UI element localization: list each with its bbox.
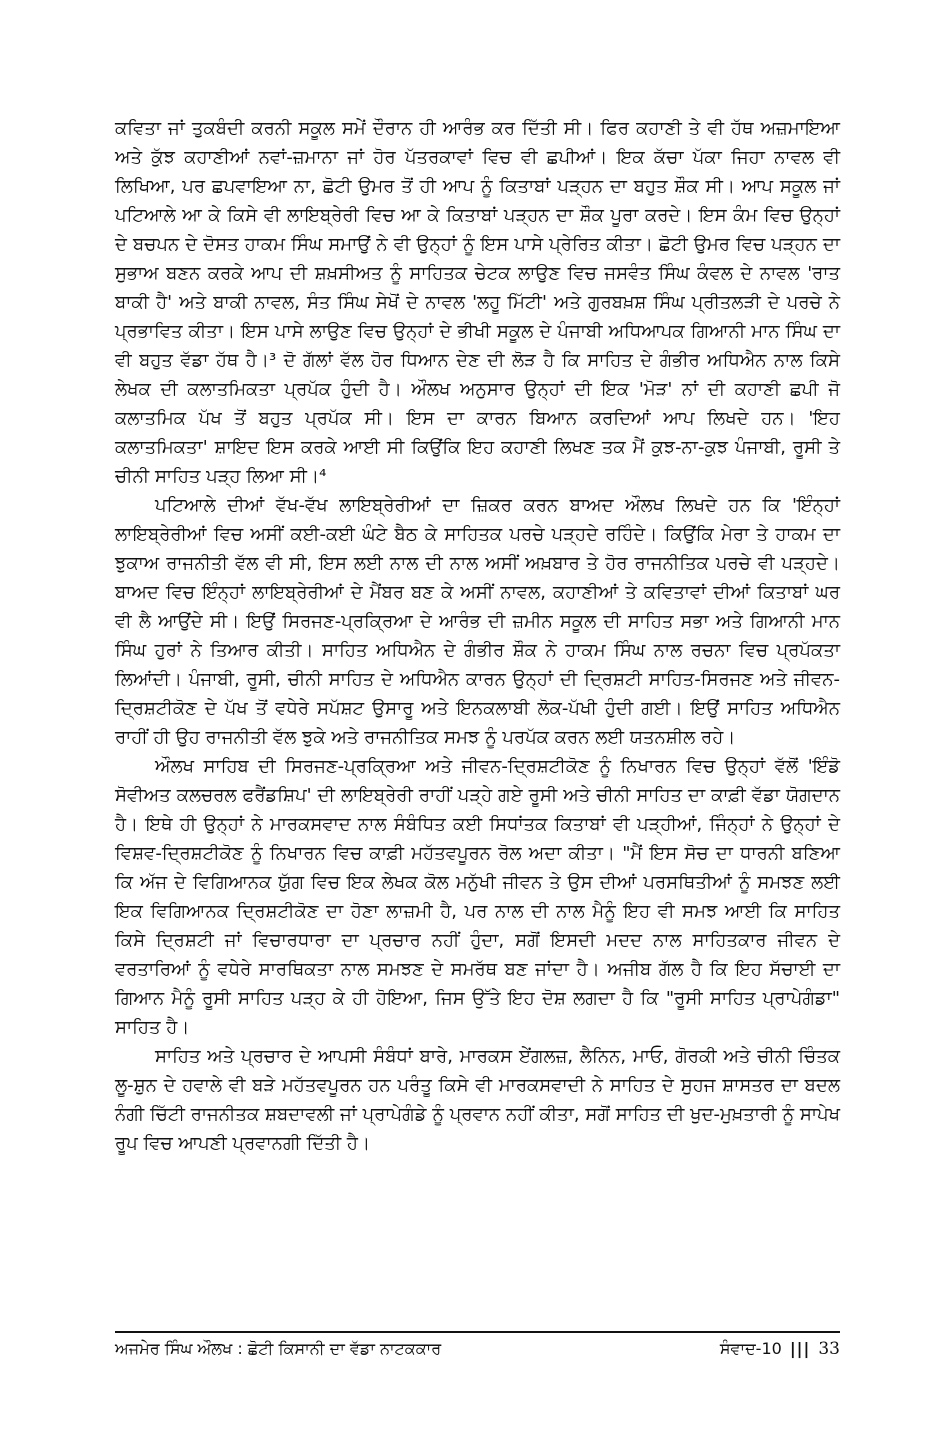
journal-name: ਸੰਵਾਦ-10	[719, 1339, 782, 1358]
paragraph: ਔਲਖ ਸਾਹਿਬ ਦੀ ਸਿਰਜਣ-ਪ੍ਰਕ੍ਰਿਆ ਅਤੇ ਜੀਵਨ-ਦ੍ਰਿਸ਼ਟੀਕੋਣ ਨੂੰ ਨਿਖਾਰਨ ਵਿਚ ਉਨ੍ਹਾਂ ਵੱਲੋਂ 'ਇੰਡੋ ਸੋਵੀਅਤ ਕਲਚਰਲ ਫਰੈਂਡਸ਼ਿਪ' ਦੀ ਲਾਇਬ੍ਰੇਰੀ ਰਾਹੀਂ ਪੜ੍ਹੇ ਗਏ ਰੂਸੀ ਅਤੇ ਚੀਨੀ ਸਾਹਿਤ ਦਾ ਕਾਫ਼ੀ ਵੱਡਾ ਯੋਗਦਾਨ ਹੈ। ਇਥੇ ਹੀ ਉਨ੍ਹਾਂ ਨੇ ਮਾਰਕਸਵਾਦ ਨਾਲ ਸੰਬੰਧਿਤ ਕਈ ਸਿਧਾਂਤਕ ਕਿਤਾਬਾਂ ਵੀ ਪੜ੍ਹੀਆਂ, ਜਿੰਨ੍ਹਾਂ ਨੇ ਉਨ੍ਹਾਂ ਦੇ ਵਿਸ਼ਵ-ਦ੍ਰਿਸ਼ਟੀਕੋਣ ਨੂੰ ਨਿਖਾਰਨ ਵਿਚ ਕਾਫ਼ੀ ਮਹੱਤਵਪੂਰਨ ਰੋਲ ਅਦਾ ਕੀਤਾ। "ਮੈਂ ਇਸ ਸੋਚ ਦਾ ਧਾਰਨੀ ਬਣਿਆ ਕਿ ਅੱਜ ਦੇ ਵਿਗਿਆਨਕ ਯੁੱਗ ਵਿਚ ਇਕ ਲੇਖਕ ਕੋਲ ਮਨੁੱਖੀ ਜੀਵਨ ਤੇ ਉਸ ਦੀਆਂ ਪਰਸਥਿਤੀਆਂ ਨੂੰ ਸਮਝਣ ਲਈ ਇਕ ਵਿਗਿਆਨਕ ਦ੍ਰਿਸ਼ਟੀਕੋਣ ਦਾ ਹੋਣਾ ਲਾਜ਼ਮੀ ਹੈ, ਪਰ ਨਾਲ ਦੀ ਨਾਲ ਮੈਨੂੰ ਇਹ ਵੀ ਸਮਝ ਆਈ ਕਿ ਸਾਹਿਤ ਕਿਸੇ ਦ੍ਰਿਸ਼ਟੀ ਜਾਂ ਵਿਚਾਰਧਾਰਾ ਦਾ ਪ੍ਰਚਾਰ ਨਹੀਂ ਹੁੰਦਾ, ਸਗੋਂ ਇਸਦੀ ਮਦਦ ਨਾਲ ਸਾਹਿਤਕਾਰ ਜੀਵਨ ਦੇ ਵਰਤਾਰਿਆਂ ਨੂੰ ਵਧੇਰੇ ਸਾਰਥਿਕਤਾ ਨਾਲ ਸਮਝਣ ਦੇ ਸਮਰੱਥ ਬਣ ਜਾਂਦਾ ਹੈ। ਅਜੀਬ ਗੱਲ ਹੈ ਕਿ ਇਹ ਸੱਚਾਈ ਦਾ ਗਿਆਨ ਮੈਨੂੰ ਰੂਸੀ ਸਾਹਿਤ ਪੜ੍ਹ ਕੇ ਹੀ ਹੋਇਆ, ਜਿਸ ਉੱਤੇ ਇਹ ਦੋਸ਼ ਲਗਦਾ ਹੈ ਕਿ "ਰੂਸੀ ਸਾਹਿਤ ਪ੍ਰਾਪੇਗੰਡਾ" ਸਾਹਿਤ ਹੈ।	[115, 756, 840, 1038]
footer-right	[720, 1338, 840, 1360]
paragraph: ਸਾਹਿਤ ਅਤੇ ਪ੍ਰਚਾਰ ਦੇ ਆਪਸੀ ਸੰਬੰਧਾਂ ਬਾਰੇ, ਮਾਰਕਸ ਏਂਗਲਜ਼, ਲੈਨਿਨ, ਮਾਓ, ਗੋਰਕੀ ਅਤੇ ਚੀਨੀ ਚਿੰਤਕ ਲੂ-ਸ਼ੁਨ ਦੇ ਹਵਾਲੇ ਵੀ ਬੜੇ ਮਹੱਤਵਪੂਰਨ ਹਨ ਪਰੰਤੂ ਕਿਸੇ ਵੀ ਮਾਰਕਸਵਾਦੀ ਨੇ ਸਾਹਿਤ ਦੇ ਸੁਹਜ ਸ਼ਾਸਤਰ ਦਾ ਬਦਲ ਨੰਗੀ ਚਿੱਟੀ ਰਾਜਨੀਤਕ ਸ਼ਬਦਾਵਲੀ ਜਾਂ ਪ੍ਰਾਪੇਗੰਡੇ ਨੂੰ ਪ੍ਰਵਾਨ ਨਹੀਂ ਕੀਤਾ, ਸਗੋਂ ਸਾਹਿਤ ਦੀ ਖੁਦ-ਮੁਖ਼ਤਾਰੀ ਨੂੰ ਸਾਪੇਖ ਰੂਪ ਵਿਚ ਆਪਣੀ ਪ੍ਰਵਾਨਗੀ ਦਿੱਤੀ ਹੈ।	[115, 1046, 840, 1154]
paragraph: ਪਟਿਆਲੇ ਦੀਆਂ ਵੱਖ-ਵੱਖ ਲਾਇਬ੍ਰੇਰੀਆਂ ਦਾ ਜ਼ਿਕਰ ਕਰਨ ਬਾਅਦ ਔਲਖ ਲਿਖਦੇ ਹਨ ਕਿ 'ਇੰਨ੍ਹਾਂ ਲਾਇਬ੍ਰੇਰੀਆਂ ਵਿਚ ਅਸੀਂ ਕਈ-ਕਈ ਘੰਟੇ ਬੈਠ ਕੇ ਸਾਹਿਤਕ ਪਰਚੇ ਪੜ੍ਹਦੇ ਰਹਿੰਦੇ। ਕਿਉਂਕਿ ਮੇਰਾ ਤੇ ਹਾਕਮ ਦਾ ਝੁਕਾਅ ਰਾਜਨੀਤੀ ਵੱਲ ਵੀ ਸੀ, ਇਸ ਲਈ ਨਾਲ ਦੀ ਨਾਲ ਅਸੀਂ ਅਖ਼ਬਾਰ ਤੇ ਹੋਰ ਰਾਜਨੀਤਿਕ ਪਰਚੇ ਵੀ ਪੜ੍ਹਦੇ। ਬਾਅਦ ਵਿਚ ਇੰਨ੍ਹਾਂ ਲਾਇਬ੍ਰੇਰੀਆਂ ਦੇ ਮੈਂਬਰ ਬਣ ਕੇ ਅਸੀਂ ਨਾਵਲ, ਕਹਾਣੀਆਂ ਤੇ ਕਵਿਤਾਵਾਂ ਦੀਆਂ ਕਿਤਾਬਾਂ ਘਰ ਵੀ ਲੈ ਆਉਂਦੇ ਸੀ। ਇਉਂ ਸਿਰਜਣ-ਪ੍ਰਕ੍ਰਿਆ ਦੇ ਆਰੰਭ ਦੀ ਜ਼ਮੀਨ ਸਕੂਲ ਦੀ ਸਾਹਿਤ ਸਭਾ ਅਤੇ ਗਿਆਨੀ ਮਾਨ ਸਿੰਘ ਹੁਰਾਂ ਨੇ ਤਿਆਰ ਕੀਤੀ। ਸਾਹਿਤ ਅਧਿਐਨ ਦੇ ਗੰਭੀਰ ਸ਼ੌਕ ਨੇ ਹਾਕਮ ਸਿੰਘ ਨਾਲ ਰਚਨਾ ਵਿਚ ਪ੍ਰਪੱਕਤਾ ਲਿਆਂਦੀ। ਪੰਜਾਬੀ, ਰੂਸੀ, ਚੀਨੀ ਸਾਹਿਤ ਦੇ ਅਧਿਐਨ ਕਾਰਨ ਉਨ੍ਹਾਂ ਦੀ ਦ੍ਰਿਸ਼ਟੀ ਸਾਹਿਤ-ਸਿਰਜਣ ਅਤੇ ਜੀਵਨ-ਦ੍ਰਿਸ਼ਟੀਕੋਣ ਦੇ ਪੱਖ ਤੋਂ ਵਧੇਰੇ ਸਪੱਸ਼ਟ ਉਸਾਰੂ ਅਤੇ ਇਨਕਲਾਬੀ ਲੋਕ-ਪੱਖੀ ਹੁੰਦੀ ਗਈ। ਇਉਂ ਸਾਹਿਤ ਅਧਿਐਨ ਰਾਹੀਂ ਹੀ ਉਹ ਰਾਜਨੀਤੀ ਵੱਲ ਝੁਕੇ ਅਤੇ ਰਾਜਨੀਤਿਕ ਸਮਝ ਨੂੰ ਪਰਪੱਕ ਕਰਨ ਲਈ ਯਤਨਸ਼ੀਲ ਰਹੇ।	[115, 495, 840, 748]
page-number: 33	[818, 1339, 840, 1359]
body-text	[115, 114, 840, 1158]
separator-mark: |||	[789, 1339, 811, 1358]
running-title: ਅਜਮੇਰ ਸਿੰਘ ਔਲਖ : ਛੋਟੀ ਕਿਸਾਨੀ ਦਾ ਵੱਡਾ ਨਾਟਕਕਾਰ	[115, 1339, 442, 1358]
page-footer	[115, 1338, 840, 1360]
footer-rule	[115, 1331, 840, 1333]
paragraph: ਕਵਿਤਾ ਜਾਂ ਤੁਕਬੰਦੀ ਕਰਨੀ ਸਕੂਲ ਸਮੇਂ ਦੌਰਾਨ ਹੀ ਆਰੰਭ ਕਰ ਦਿੱਤੀ ਸੀ। ਫਿਰ ਕਹਾਣੀ ਤੇ ਵੀ ਹੱਥ ਅਜ਼ਮਾਇਆ ਅਤੇ ਕੁੱਝ ਕਹਾਣੀਆਂ ਨਵਾਂ-ਜ਼ਮਾਨਾ ਜਾਂ ਹੋਰ ਪੱਤਰਕਾਵਾਂ ਵਿਚ ਵੀ ਛਪੀਆਂ। ਇਕ ਕੱਚਾ ਪੱਕਾ ਜਿਹਾ ਨਾਵਲ ਵੀ ਲਿਖਿਆ, ਪਰ ਛਪਵਾਇਆ ਨਾ, ਛੋਟੀ ਉਮਰ ਤੋਂ ਹੀ ਆਪ ਨੂੰ ਕਿਤਾਬਾਂ ਪੜ੍ਹਨ ਦਾ ਬਹੁਤ ਸ਼ੌਕ ਸੀ। ਆਪ ਸਕੂਲ ਜਾਂ ਪਟਿਆਲੇ ਆ ਕੇ ਕਿਸੇ ਵੀ ਲਾਇਬ੍ਰੇਰੀ ਵਿਚ ਆ ਕੇ ਕਿਤਾਬਾਂ ਪੜ੍ਹਨ ਦਾ ਸ਼ੌਕ ਪੂਰਾ ਕਰਦੇ। ਇਸ ਕੰਮ ਵਿਚ ਉਨ੍ਹਾਂ ਦੇ ਬਚਪਨ ਦੇ ਦੋਸਤ ਹਾਕਮ ਸਿੰਘ ਸਮਾਉਂ ਨੇ ਵੀ ਉਨ੍ਹਾਂ ਨੂੰ ਇਸ ਪਾਸੇ ਪ੍ਰੇਰਿਤ ਕੀਤਾ। ਛੋਟੀ ਉਮਰ ਵਿਚ ਪੜ੍ਹਨ ਦਾ ਸੁਭਾਅ ਬਣਨ ਕਰਕੇ ਆਪ ਦੀ ਸ਼ਖ਼ਸੀਅਤ ਨੂੰ ਸਾਹਿਤਕ ਚੇਟਕ ਲਾਉਣ ਵਿਚ ਜਸਵੰਤ ਸਿੰਘ ਕੰਵਲ ਦੇ ਨਾਵਲ 'ਰਾਤ ਬਾਕੀ ਹੈ' ਅਤੇ ਬਾਕੀ ਨਾਵਲ, ਸੰਤ ਸਿੰਘ ਸੇਖੋਂ ਦੇ ਨਾਵਲ 'ਲਹੂ ਮਿੱਟੀ' ਅਤੇ ਗੁਰਬਖ਼ਸ਼ ਸਿੰਘ ਪ੍ਰੀਤਲੜੀ ਦੇ ਪਰਚੇ ਨੇ ਪ੍ਰਭਾਵਿਤ ਕੀਤਾ। ਇਸ ਪਾਸੇ ਲਾਉਣ ਵਿਚ ਉਨ੍ਹਾਂ ਦੇ ਭੀਖੀ ਸਕੂਲ ਦੇ ਪੰਜਾਬੀ ਅਧਿਆਪਕ ਗਿਆਨੀ ਮਾਨ ਸਿੰਘ ਦਾ ਵੀ ਬਹੁਤ ਵੱਡਾ ਹੱਥ ਹੈ।³ ਦੋ ਗੱਲਾਂ ਵੱਲ ਹੋਰ ਧਿਆਨ ਦੇਣ ਦੀ ਲੋੜ ਹੈ ਕਿ ਸਾਹਿਤ ਦੇ ਗੰਭੀਰ ਅਧਿਐਨ ਨਾਲ ਕਿਸੇ ਲੇਖਕ ਦੀ ਕਲਾਤਮਿਕਤਾ ਪ੍ਰਪੱਕ ਹੁੰਦੀ ਹੈ। ਔਲਖ ਅਨੁਸਾਰ ਉਨ੍ਹਾਂ ਦੀ ਇਕ 'ਮੋੜ' ਨਾਂ ਦੀ ਕਹਾਣੀ ਛਪੀ ਜੋ ਕਲਾਤਮਿਕ ਪੱਖ ਤੋਂ ਬਹੁਤ ਪ੍ਰਪੱਕ ਸੀ। ਇਸ ਦਾ ਕਾਰਨ ਬਿਆਨ ਕਰਦਿਆਂ ਆਪ ਲਿਖਦੇ ਹਨ। 'ਇਹ ਕਲਾਤਮਿਕਤਾ' ਸ਼ਾਇਦ ਇਸ ਕਰਕੇ ਆਈ ਸੀ ਕਿਉਂਕਿ ਇਹ ਕਹਾਣੀ ਲਿਖਣ ਤਕ ਮੈਂ ਕੁਝ-ਨਾ-ਕੁਝ ਪੰਜਾਬੀ, ਰੂਸੀ ਤੇ ਚੀਨੀ ਸਾਹਿਤ ਪੜ੍ਹ ਲਿਆ ਸੀ।⁴	[115, 118, 840, 487]
